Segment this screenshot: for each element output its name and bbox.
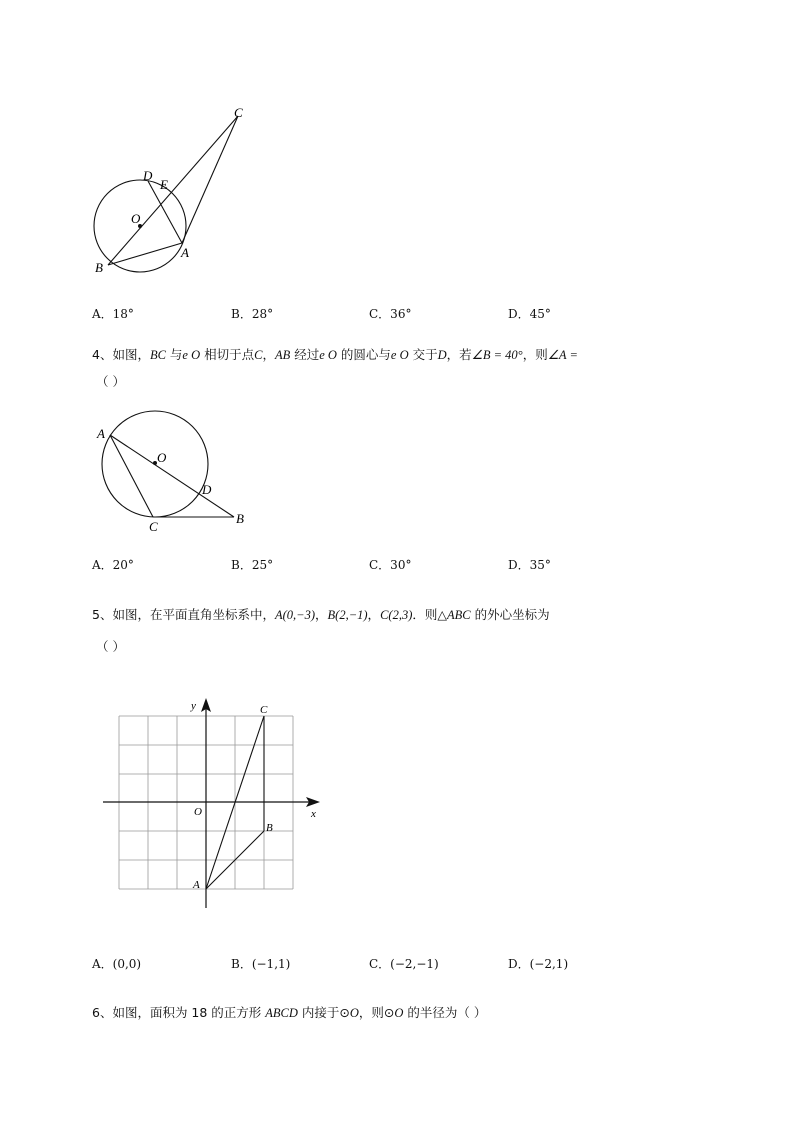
- q5-question-line1: 5、如图，在平面直角坐标系中，A(0,−3)，B(2,−1)，C(2,3)．则△ABC 的外心坐标为: [92, 607, 550, 622]
- q5-coordinate-figure: [95, 690, 330, 915]
- q4-label-A: A: [97, 426, 105, 441]
- q4-option-a: A．20°: [92, 558, 134, 572]
- q4-line-AB: [110, 435, 234, 517]
- q3-line-CA: [182, 116, 238, 243]
- q5-label-A: A: [193, 879, 200, 891]
- q5-option-b: B．(−1,1): [231, 957, 291, 971]
- q4-label-B: B: [236, 511, 244, 526]
- q3-label-E: E: [160, 177, 168, 192]
- q5-option-c: C．(−2,−1): [369, 957, 439, 971]
- q3-label-B: B: [95, 260, 103, 275]
- q5-option-d: D．(−2,1): [508, 957, 569, 971]
- q3-option-a: A．18°: [92, 307, 134, 321]
- q4-line-AC: [110, 435, 153, 517]
- q3-option-d: D．45°: [508, 307, 551, 321]
- q3-line-BA: [108, 243, 182, 265]
- q3-option-c: C．36°: [369, 307, 412, 321]
- q4-option-d: D．35°: [508, 558, 551, 572]
- q3-figure: [80, 100, 270, 285]
- q3-line-BC: [108, 116, 238, 265]
- q4-question-line1: 4、如图，BC 与e O 相切于点C，AB 经过e O 的圆心与e O 交于D，若∠B = 40°，则∠A =: [92, 347, 578, 362]
- q5-label-O: O: [194, 806, 202, 818]
- q4-label-O: O: [157, 450, 167, 465]
- q4-label-C: C: [149, 519, 158, 534]
- q4-figure: [90, 395, 260, 540]
- q5-label-C: C: [260, 704, 268, 716]
- q3-label-O: O: [131, 211, 141, 226]
- q4-option-b: B．25°: [231, 558, 274, 572]
- q5-option-a: A．(0,0): [92, 957, 142, 971]
- q4-label-D: D: [202, 482, 212, 497]
- q3-label-A: A: [181, 245, 189, 260]
- q5-question-line2: （ ）: [96, 639, 125, 654]
- q4-question-line2: （ ）: [96, 374, 125, 389]
- q4-option-c: C．30°: [369, 558, 412, 572]
- q3-label-D: D: [143, 168, 153, 183]
- q6-question-line1: 6、如图，面积为 18 的正方形 ABCD 内接于⊙O，则⊙O 的半径为（ ）: [92, 1005, 487, 1020]
- q3-label-C: C: [234, 105, 243, 120]
- q3-option-b: B．28°: [231, 307, 274, 321]
- q5-label-x: x: [311, 808, 316, 820]
- q5-label-B: B: [266, 822, 273, 834]
- q5-label-y: y: [191, 700, 196, 712]
